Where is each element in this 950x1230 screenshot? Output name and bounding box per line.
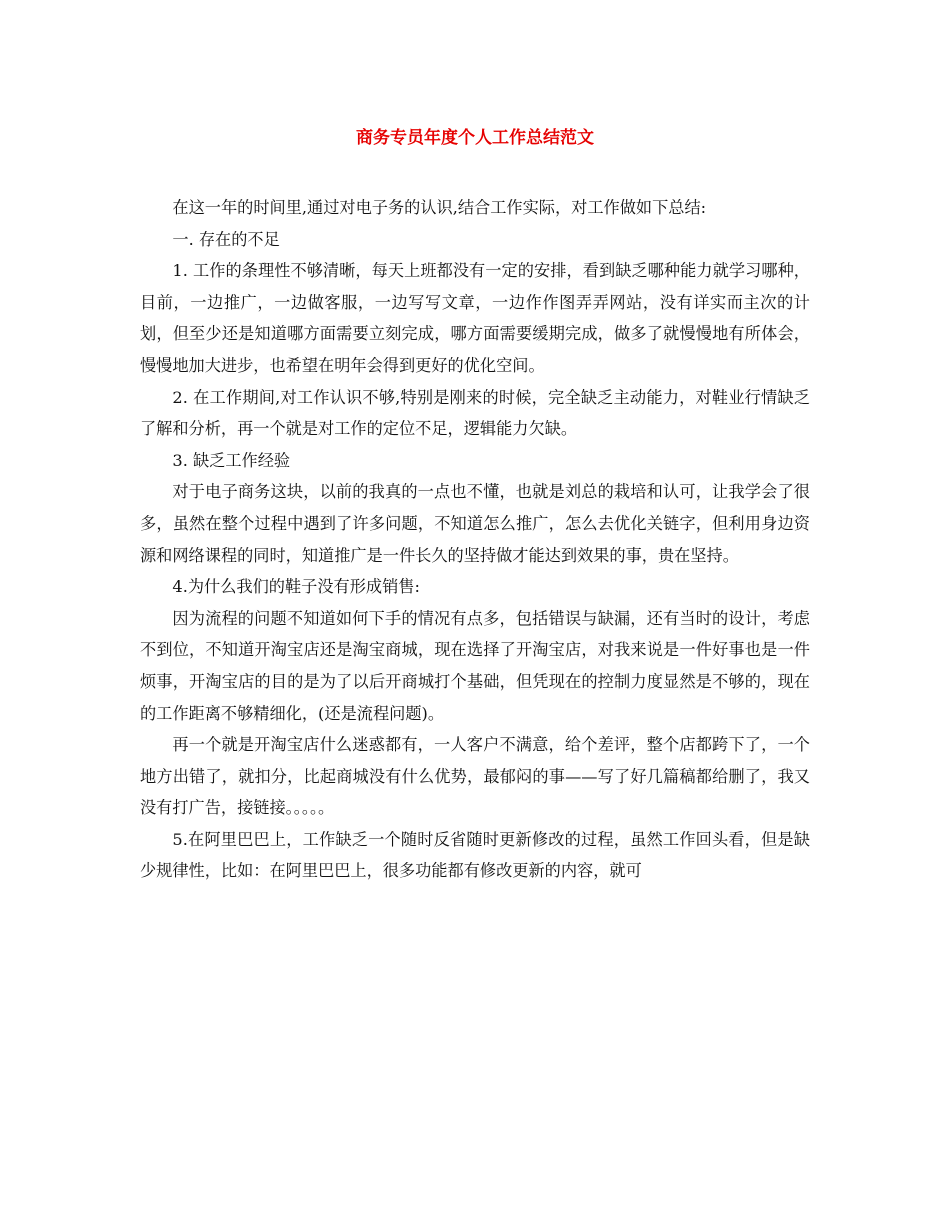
paragraph-point-4-heading: 4.为什么我们的鞋子没有形成销售:: [172, 577, 420, 597]
section-heading-shortcomings: 一. 存在的不足: [172, 229, 280, 249]
paragraph-point-4-continued: 再一个就是开淘宝店什么迷惑都有，一人客户不满意，给个差评，整个店都跨下了，一个地方出错了，就扣分，比起商城没有什么优势，最郁闷的事——写了好几篇稿都给删了，我又没有打广告，接链接。。。。。: [140, 735, 810, 818]
document-body: [140, 192, 810, 887]
paragraph-point-5: 5.在阿里巴巴上，工作缺乏一个随时反省随时更新修改的过程，虽然工作回头看，但是缺少规律性，比如：在阿里巴巴上，很多功能都有修改更新的内容，就可: [140, 829, 810, 881]
paragraph-point-4-body: 因为流程的问题不知道如何下手的情况有点多，包括错误与缺漏，还有当时的设计，考虑不到位，不知道开淘宝店还是淘宝商城，现在选择了开淘宝店，对我来说是一件好事也是一件烦事，开淘宝店的目的是为了以后开商城打个基础，但凭现在的控制力度显然是不够的，现在的工作距离不够精细化，(还是流程问题)。: [140, 608, 810, 723]
paragraph-point-3-body: 对于电子商务这块，以前的我真的一点也不懂，也就是刘总的栽培和认可，让我学会了很多，虽然在整个过程中遇到了许多问题，不知道怎么推广，怎么去优化关链字，但利用身边资源和网络课程的同时，知道推广是一件长久的坚持做才能达到效果的事，贵在坚持。: [140, 482, 810, 565]
paragraph-point-1: 1. 工作的条理性不够清晰，每天上班都没有一定的安排，看到缺乏哪种能力就学习哪种，目前，一边推广，一边做客服，一边写写文章，一边作作图弄弄网站，没有详实而主次的计划，但至少还是知道哪方面需要立刻完成，哪方面需要缓期完成，做多了就慢慢地有所体会，慢慢地加大进步，也希望在明年会得到更好的优化空间。: [140, 261, 810, 375]
paragraph-point-3-heading: 3. 缺乏工作经验: [172, 450, 291, 470]
paragraph-intro: 在这一年的时间里,通过对电子务的认识,结合工作实际，对工作做如下总结:: [172, 198, 707, 217]
document-title: 商务专员年度个人工作总结范文: [356, 128, 594, 148]
paragraph-point-2: 2. 在工作期间,对工作认识不够,特别是刚来的时候，完全缺乏主动能力，对鞋业行情缺乏了解和分析，再一个就是对工作的定位不足，逻辑能力欠缺。: [140, 387, 810, 439]
